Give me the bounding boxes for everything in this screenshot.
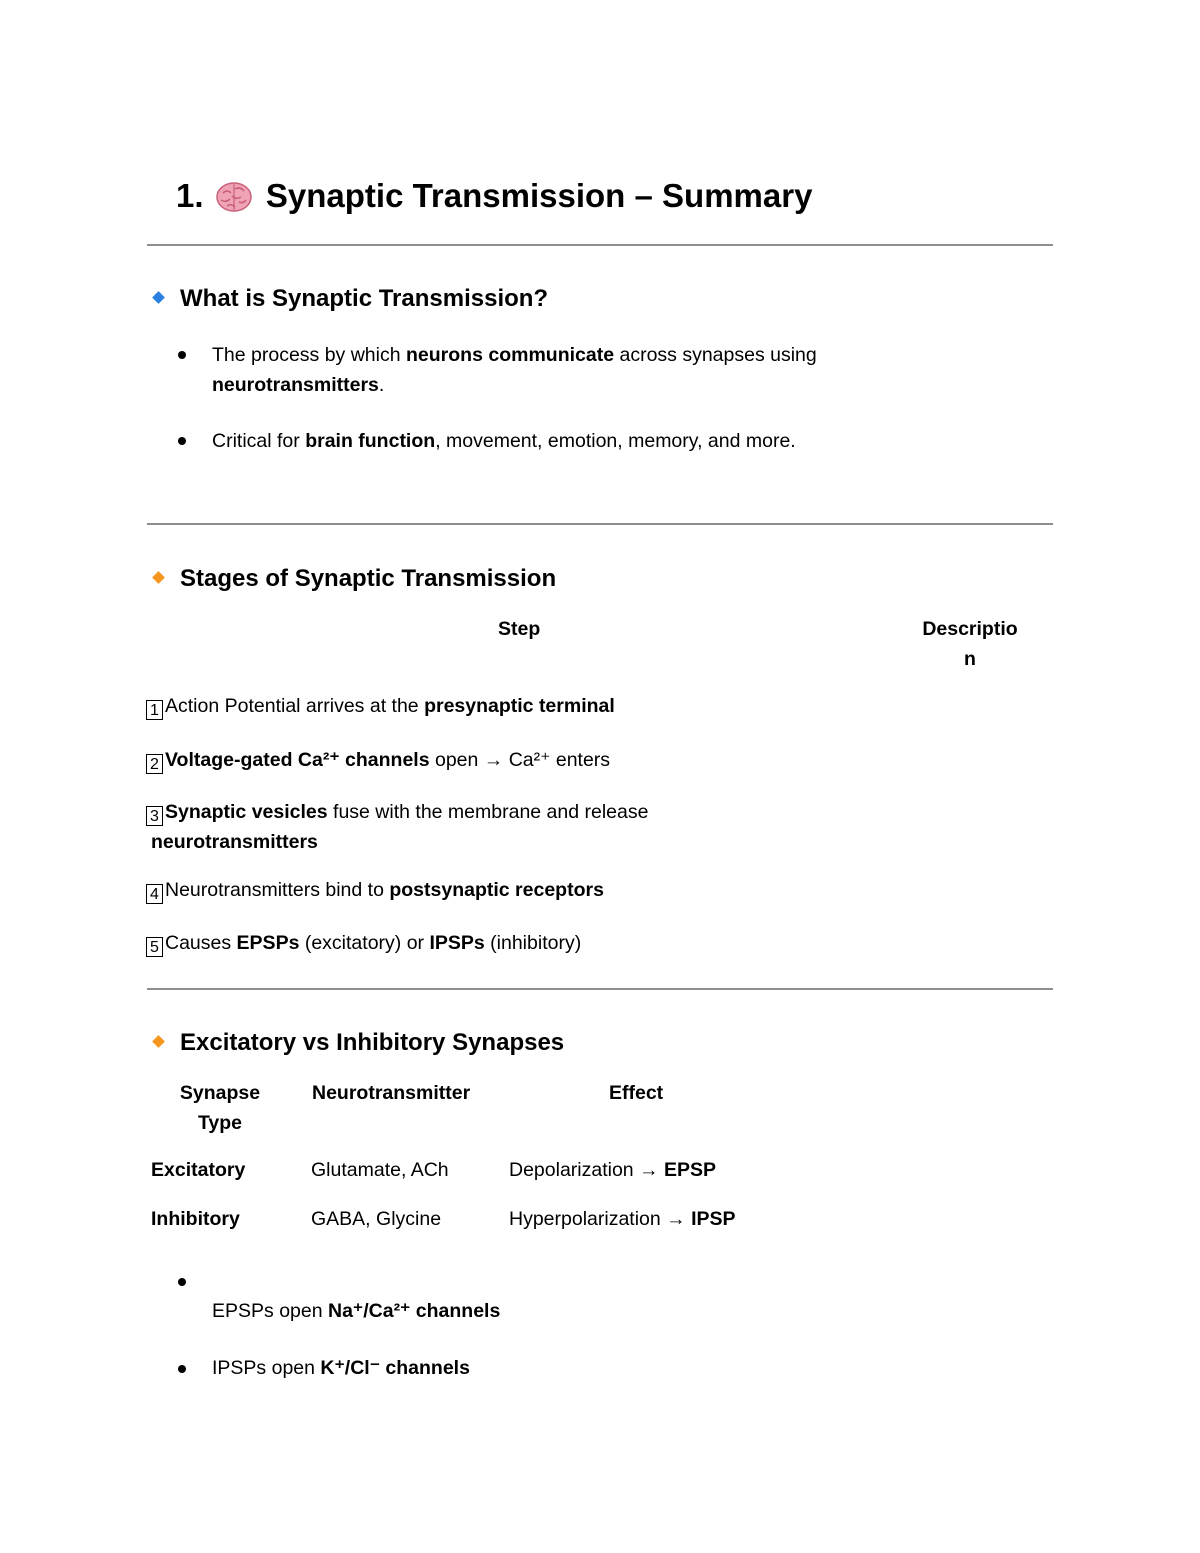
section-heading-stages xyxy=(150,564,556,594)
table-row-continuation: neurotransmitters xyxy=(151,831,318,853)
keycap-number-icon: 5 xyxy=(146,937,163,957)
bullet-icon xyxy=(178,1365,186,1373)
keycap-number-icon: 1 xyxy=(146,700,163,720)
column-header-synapse-type: Synapse Type xyxy=(179,1082,261,1134)
section-heading-text: Excitatory vs Inhibitory Synapses xyxy=(180,1029,565,1056)
table-cell-type: Inhibitory xyxy=(151,1208,240,1230)
section-heading-excitatory-inhibitory xyxy=(150,1028,564,1058)
small-orange-diamond-icon xyxy=(152,571,165,584)
table-cell-nt: Glutamate, ACh xyxy=(311,1159,449,1181)
column-header-step: Step xyxy=(498,618,541,640)
keycap-number-icon: 2 xyxy=(146,754,163,774)
column-header-description: Descriptio n xyxy=(922,618,1018,670)
small-orange-diamond-icon xyxy=(152,1035,165,1048)
list-item: Critical for brain function, movement, emotion, memory, and more. xyxy=(212,430,796,452)
list-item: IPSPs open K⁺/Cl⁻ channels xyxy=(212,1357,470,1379)
table-cell-effect: Hyperpolarization → IPSP xyxy=(509,1208,736,1230)
section-heading-text: What is Synaptic Transmission? xyxy=(180,285,549,312)
table-row: 1 Action Potential arrives at the presynaptic terminal xyxy=(146,691,615,721)
title-number: 1. xyxy=(176,177,204,214)
section-heading-what-is xyxy=(150,284,548,314)
column-header-effect: Effect xyxy=(609,1082,664,1104)
section-heading-text: Stages of Synaptic Transmission xyxy=(180,565,557,592)
list-item-continuation: neurotransmitters. xyxy=(212,374,385,396)
bullet-icon xyxy=(178,1278,186,1286)
table-cell-nt: GABA, Glycine xyxy=(311,1208,442,1230)
title-text: Synaptic Transmission – Summary xyxy=(265,177,813,214)
table-row: 2 Voltage-gated Ca²⁺ channels open → Ca²⁺ enters xyxy=(146,745,610,775)
table-row: 4 Neurotransmitters bind to postsynaptic receptors xyxy=(146,875,604,905)
divider xyxy=(147,988,1053,990)
bullet-icon xyxy=(178,437,186,445)
bullet-icon xyxy=(178,351,186,359)
list-item: The process by which neurons communicate across synapses using xyxy=(212,344,817,366)
column-header-neurotransmitter: Neurotransmitter xyxy=(312,1082,471,1104)
keycap-number-icon: 4 xyxy=(146,884,163,904)
table-cell-effect: Depolarization → EPSP xyxy=(509,1159,717,1181)
divider xyxy=(147,244,1053,246)
keycap-number-icon: 3 xyxy=(146,806,163,826)
brain-icon xyxy=(215,180,253,224)
page-title xyxy=(176,174,812,224)
small-blue-diamond-icon xyxy=(152,291,165,304)
table-cell-type: Excitatory xyxy=(151,1159,246,1181)
table-row: 3 Synaptic vesicles fuse with the membrane and release xyxy=(146,797,648,827)
table-row: 5 Causes EPSPs (excitatory) or IPSPs (inhibitory) xyxy=(146,928,581,958)
list-item: EPSPs open Na⁺/Ca²⁺ channels xyxy=(212,1300,501,1322)
divider xyxy=(147,523,1053,525)
